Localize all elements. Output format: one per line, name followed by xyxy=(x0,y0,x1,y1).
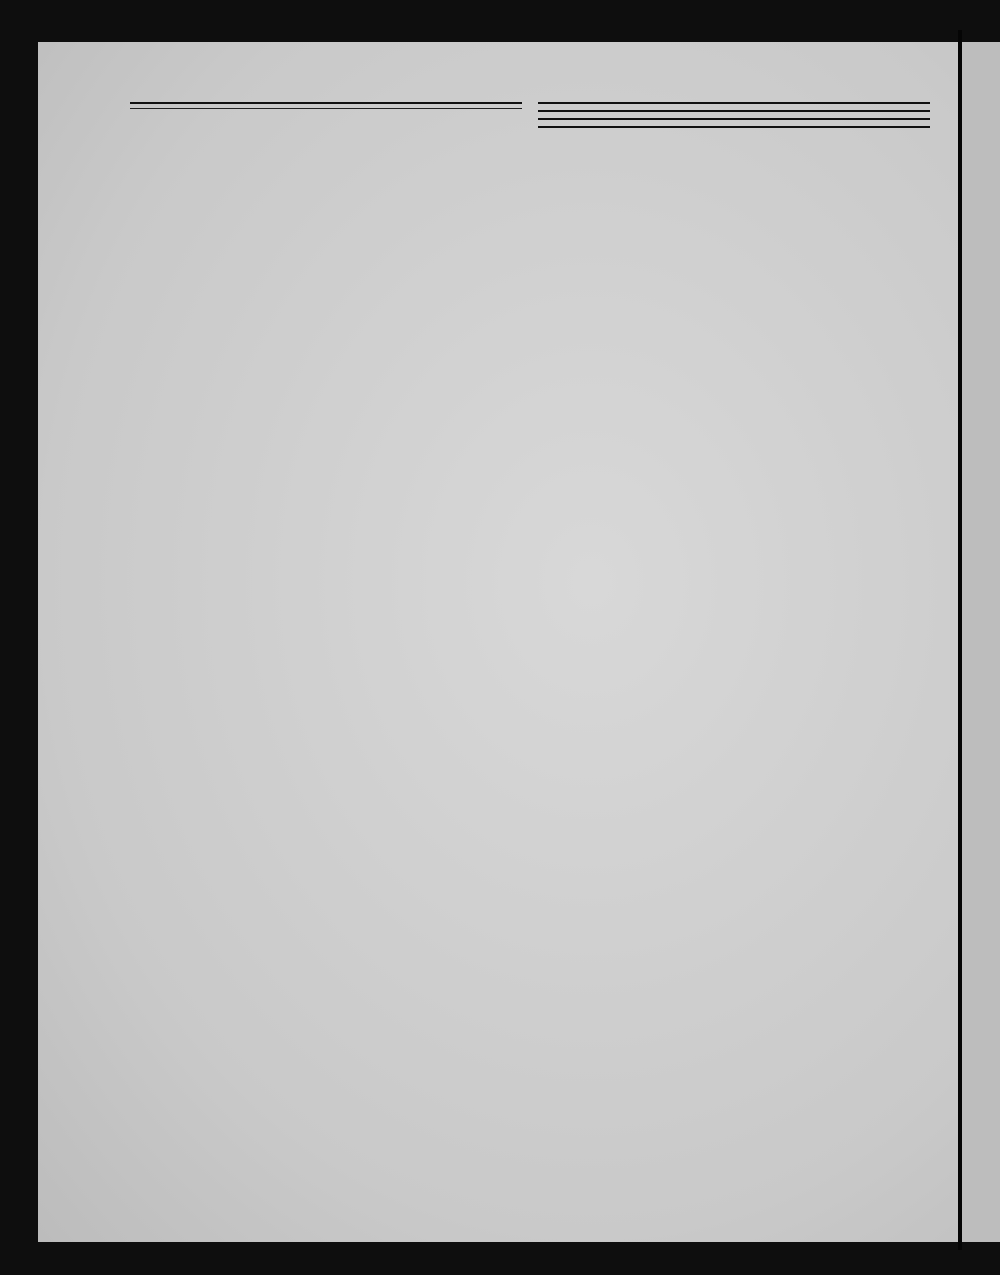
divider xyxy=(130,102,522,104)
divider xyxy=(130,108,522,109)
divider xyxy=(538,118,930,120)
right-column xyxy=(538,96,930,132)
newspaper-page xyxy=(38,42,960,1242)
adjacent-page-edge xyxy=(962,42,1000,1242)
divider xyxy=(538,126,930,128)
left-column xyxy=(130,96,522,113)
divider xyxy=(538,110,930,112)
page-fold xyxy=(958,30,962,1250)
divider xyxy=(538,102,930,104)
